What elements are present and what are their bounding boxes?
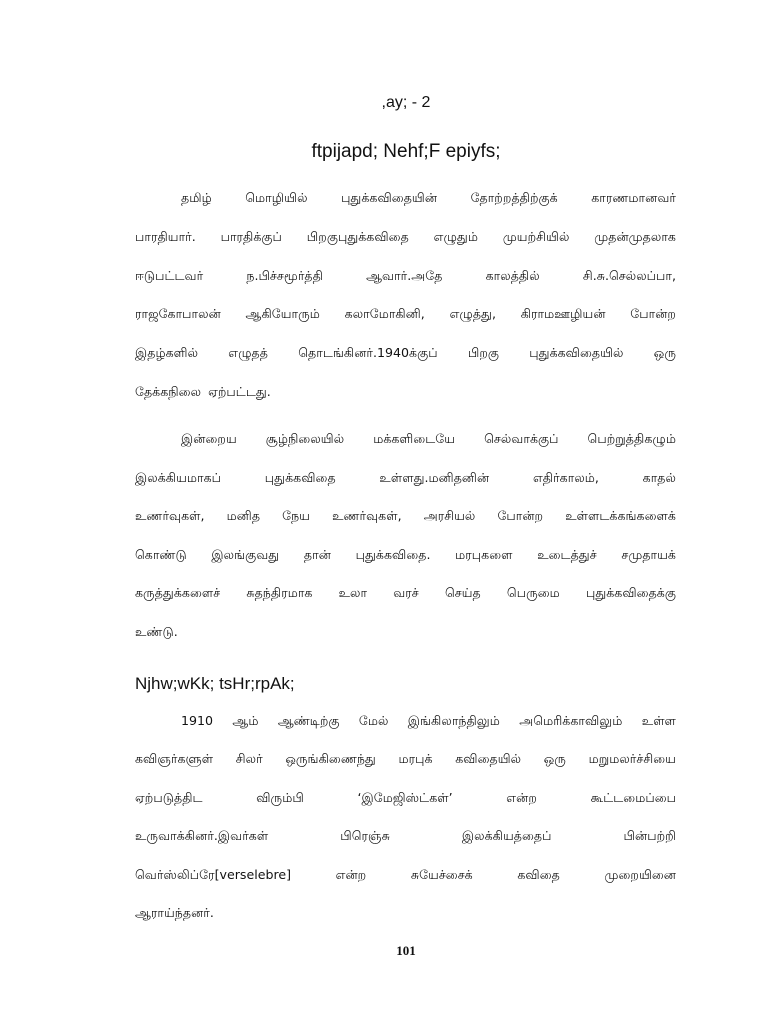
word: தான்	[303, 546, 331, 562]
text-line	[135, 903, 676, 941]
word: உள்ளடக்கங்களைக்	[565, 508, 676, 524]
word: என்ற	[335, 866, 367, 882]
text-line	[135, 583, 676, 622]
text-line	[135, 304, 676, 343]
word: ராஜகோபாலன்	[135, 306, 221, 322]
word: பெற்றுத்திகழும்	[587, 431, 676, 446]
text-line	[135, 266, 676, 305]
word: மறுமலர்ச்சியை	[588, 751, 676, 767]
word: மரபுக்	[398, 751, 433, 767]
word: இலங்குவது	[211, 546, 280, 562]
word: ஒரு	[543, 751, 566, 767]
word: மேல்	[358, 713, 389, 728]
text-line	[135, 749, 676, 787]
word: வரச்	[393, 585, 419, 601]
word: பிரெஞ்சு	[340, 828, 390, 844]
word: உள்ளது.மனிதனின்	[379, 469, 490, 485]
word: உணர்வுகள்,	[135, 508, 205, 524]
word: ஆம்	[232, 713, 259, 728]
word: சி.சு.செல்லப்பா,	[582, 267, 676, 283]
word: இலக்கியத்தைப்	[461, 828, 552, 844]
word: இதழ்களில்	[135, 345, 199, 361]
word: மொழியில்	[245, 190, 308, 205]
word: எழுதத்	[228, 345, 268, 361]
word: ஒரு	[653, 345, 676, 361]
text-line	[135, 429, 676, 468]
word: சிலர்	[235, 751, 263, 767]
word: இங்கிலாந்திலும்	[407, 713, 500, 728]
word: மனித	[226, 508, 261, 524]
word: இலக்கியமாகப்	[135, 469, 222, 485]
word: கவிதை	[517, 866, 560, 882]
page-number: 101	[396, 943, 416, 958]
word: அமெரிக்காவிலும்	[519, 713, 623, 728]
word: சுதந்திரமாக	[246, 585, 313, 601]
chapter-title: ftpijapd; Nehf;F epiyfs;	[311, 141, 501, 162]
word: ஆகியோரும்	[245, 306, 320, 322]
word: கூட்டமைப்பை	[590, 789, 676, 805]
word: பிறகுபுதுக்கவிதை	[306, 228, 409, 244]
word: சுயேச்சைக்	[410, 866, 473, 882]
word: முயற்சியில்	[502, 228, 570, 244]
word: பாரதிக்குப்	[220, 228, 282, 244]
word: பிறகு	[467, 345, 500, 361]
word: விரும்பி	[256, 789, 304, 805]
word: கலாமோகினி,	[344, 306, 425, 322]
word: ஆவார்.அதே	[366, 267, 443, 283]
text-line	[135, 343, 676, 382]
text-line	[135, 382, 676, 421]
word: பின்பற்றி	[623, 828, 676, 844]
word: கவிஞர்களுள்	[135, 751, 214, 767]
word: சமுதாயக்	[621, 546, 676, 562]
word: உலா	[338, 585, 368, 601]
word: எதிர்காலம்,	[532, 469, 599, 485]
word: காதல்	[642, 469, 676, 485]
word: சூழ்நிலையில்	[265, 431, 345, 446]
word: தொடங்கினர்.1940க்குப்	[298, 345, 438, 361]
paragraph-2	[135, 429, 676, 661]
word: தமிழ்	[181, 190, 212, 205]
word: ஏற்பட்டது.	[208, 383, 271, 399]
word: ந.பிச்சமூர்த்தி	[246, 267, 323, 283]
paragraph-1	[135, 188, 676, 421]
word: உணர்வுகள்,	[332, 508, 402, 524]
chapter-label: ,ay; - 2	[381, 94, 431, 111]
word: மரபுகளை	[455, 546, 513, 562]
word: ஒருங்கிணைந்து	[285, 751, 376, 767]
word: ஈடுபட்டவர்	[135, 267, 204, 283]
word: தோற்றத்திற்குக்	[470, 190, 558, 205]
word: எழுதும்	[433, 228, 478, 244]
section-heading: Njhw;wKk; tsHr;rpAk;	[135, 674, 295, 693]
text-line	[135, 711, 676, 749]
word: எழுத்து,	[449, 306, 496, 322]
word: உடைத்துச்	[537, 546, 597, 562]
word: புதுக்கவிதை.	[355, 546, 431, 562]
text-line	[135, 468, 676, 507]
word: முதன்முதலாக	[594, 228, 676, 244]
word: ஆராய்ந்தனர்.	[135, 904, 214, 920]
word: புதுக்கவிதையில்	[529, 345, 624, 361]
word: போன்ற	[630, 306, 676, 322]
text-line	[135, 227, 676, 266]
word: செல்வாக்குப்	[484, 431, 559, 446]
word: உருவாக்கினர்.இவர்கள்	[135, 828, 269, 844]
word: முறையினை	[604, 866, 676, 882]
word: கிராமஊழியன்	[520, 306, 606, 322]
text-line	[135, 506, 676, 545]
text-line	[135, 865, 676, 903]
word: ஏற்படுத்திட	[135, 789, 203, 805]
text-line	[135, 622, 676, 661]
word: கொண்டு	[135, 546, 187, 562]
word: தேக்கநிலை	[135, 383, 202, 399]
word: புதுக்கவிதைக்கு	[585, 585, 676, 601]
word: உள்ள	[641, 713, 676, 728]
word: என்ற	[506, 789, 537, 805]
text-line	[135, 788, 676, 826]
word: 1910	[181, 713, 214, 728]
word: மக்களிடையே	[373, 431, 456, 446]
paragraph-3	[135, 711, 676, 941]
word: காலத்தில்	[485, 267, 540, 283]
word: காரணமானவர்	[591, 190, 676, 205]
text-line	[135, 545, 676, 584]
word: புதுக்கவிதையின்	[341, 190, 438, 205]
word: நேய	[282, 508, 310, 524]
word: அரசியல்	[423, 508, 476, 524]
word: போன்ற	[497, 508, 544, 524]
word: இன்றைய	[181, 431, 237, 446]
word: ஆண்டிற்கு	[277, 713, 340, 728]
word: கவிதையில்	[455, 751, 522, 767]
word: பாரதியார்.	[135, 228, 196, 244]
word: வெர்ஸ்லிப்ரே[verselebre]	[135, 866, 292, 882]
word: உண்டு.	[135, 623, 178, 639]
word: கருத்துக்களைச்	[135, 585, 221, 601]
word: செய்த	[444, 585, 481, 601]
word: ‘இமேஜிஸ்ட்கள்’	[357, 789, 453, 805]
text-line	[135, 826, 676, 864]
word: பெருமை	[506, 585, 560, 601]
text-line	[135, 188, 676, 227]
word: புதுக்கவிதை	[264, 469, 336, 485]
